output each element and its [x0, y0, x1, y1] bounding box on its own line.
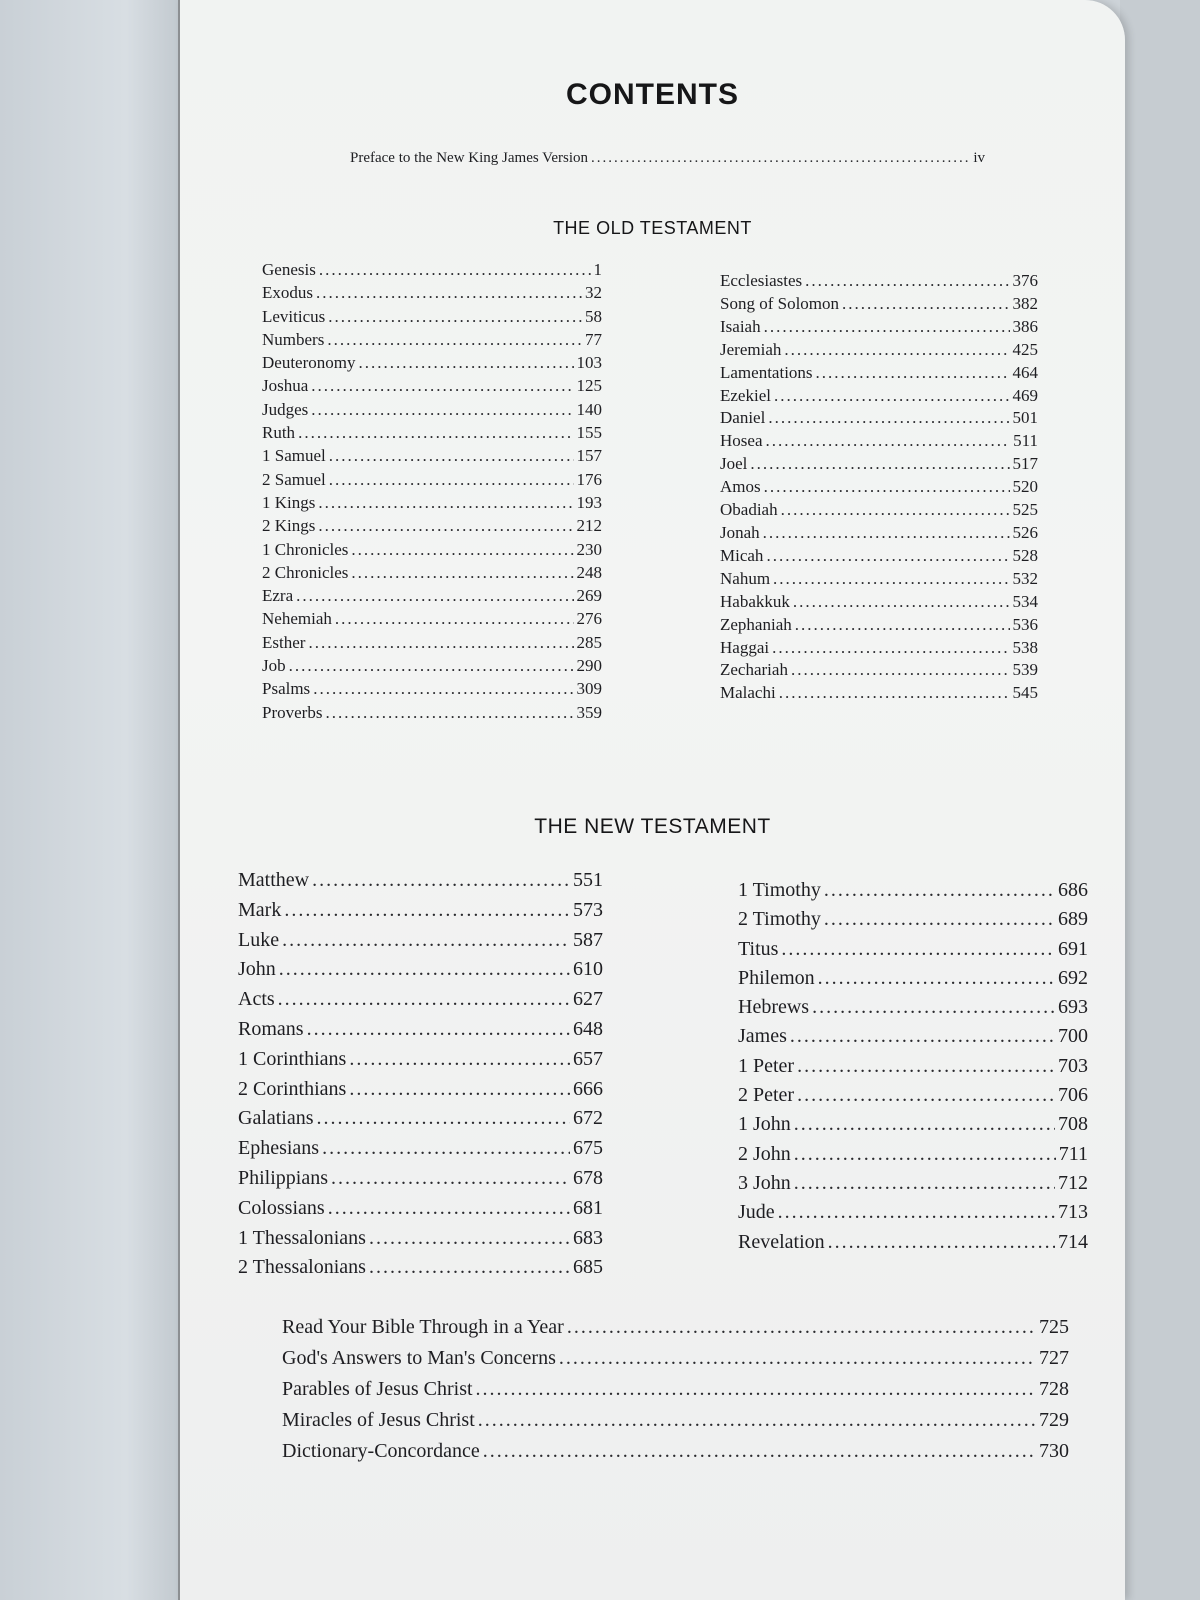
entry-page: 675 [573, 1137, 603, 1160]
entry-page: 125 [576, 376, 602, 396]
entry-name: Malachi [720, 683, 776, 703]
toc-entry [238, 896, 603, 926]
toc-entry [738, 1022, 1088, 1051]
dot-leader [328, 305, 582, 328]
toc-entry [720, 385, 1038, 408]
dot-leader [824, 905, 1055, 934]
dot-leader [768, 407, 1009, 430]
toc-entry [238, 1104, 603, 1134]
toc-entry [238, 1224, 603, 1254]
entry-page: 692 [1058, 966, 1088, 989]
dot-leader [781, 499, 1010, 522]
entry-name: Leviticus [262, 306, 326, 326]
entry-page: 551 [573, 869, 603, 891]
entry-page: 230 [576, 539, 602, 559]
entry-name: God's Answers to Man's Concerns [282, 1347, 556, 1369]
entry-name: Ruth [262, 423, 296, 443]
entry-page: 77 [585, 329, 602, 349]
toc-entry [282, 1436, 1069, 1467]
dot-leader [311, 374, 573, 397]
table-surface-right [1120, 0, 1200, 1600]
entry-page: 248 [576, 562, 602, 582]
toc-entry [720, 362, 1038, 385]
dot-leader [319, 258, 591, 281]
dot-leader [559, 1343, 1036, 1374]
dot-leader [369, 1224, 570, 1254]
entry-name: Philippians [238, 1166, 329, 1189]
preface-entry [350, 150, 985, 167]
old-testament-right-column [720, 270, 1038, 705]
toc-entry [720, 568, 1038, 591]
toc-entry [262, 631, 602, 654]
toc-entry [720, 499, 1038, 522]
dot-leader [351, 561, 573, 584]
entry-page: 727 [1039, 1347, 1069, 1369]
entry-name: Habakkuk [720, 591, 790, 611]
dot-leader [349, 1075, 570, 1105]
entry-page: 730 [1039, 1440, 1069, 1462]
toc-entry [238, 955, 603, 985]
entry-page: 155 [576, 423, 602, 443]
entry-name: Ecclesiastes [720, 271, 803, 290]
entry-name: Zephaniah [720, 614, 792, 634]
dot-leader [793, 591, 1010, 614]
entry-page: iv [973, 150, 985, 166]
entry-page: 703 [1058, 1054, 1088, 1077]
entry-name: Matthew [238, 869, 310, 891]
entry-page: 276 [576, 609, 602, 629]
entry-page: 689 [1058, 908, 1088, 931]
dot-leader [329, 468, 574, 491]
toc-entry [262, 398, 602, 421]
entry-name: Job [262, 656, 286, 676]
entry-page: 520 [1012, 477, 1038, 497]
entry-page: 573 [573, 898, 603, 921]
dot-leader [307, 1015, 570, 1045]
dot-leader [790, 1022, 1055, 1051]
entry-page: 140 [576, 399, 602, 419]
entry-name: 2 Thessalonians [238, 1256, 366, 1279]
entry-name: 1 Chronicles [262, 539, 349, 559]
toc-entry [262, 351, 602, 374]
dot-leader [824, 876, 1055, 905]
entry-name: Judges [262, 399, 309, 419]
entry-page: 269 [576, 586, 602, 606]
dot-leader [312, 866, 570, 896]
entry-page: 534 [1012, 591, 1038, 611]
toc-entry [720, 270, 1038, 293]
toc-entry [720, 430, 1038, 453]
dot-leader [284, 896, 570, 926]
entry-name: Deuteronomy [262, 353, 356, 373]
toc-entry [238, 1134, 603, 1164]
entry-page: 464 [1012, 362, 1038, 382]
entry-name: Amos [720, 477, 761, 497]
entry-name: 1 Corinthians [238, 1047, 347, 1070]
entry-page: 536 [1012, 614, 1038, 634]
entry-page: 711 [1058, 1142, 1088, 1165]
toc-entry [720, 453, 1038, 476]
dot-leader [335, 607, 574, 630]
entry-name: Lamentations [720, 362, 813, 382]
entry-page: 714 [1058, 1230, 1088, 1253]
entry-name: Titus [738, 937, 779, 960]
entry-page: 32 [585, 283, 602, 303]
dot-leader [772, 637, 1009, 660]
toc-entry [282, 1343, 1069, 1374]
toc-entry [738, 1169, 1088, 1198]
dot-leader [818, 964, 1055, 993]
toc-entry [720, 476, 1038, 499]
old-testament-left-column [262, 258, 602, 724]
toc-entry [720, 293, 1038, 316]
toc-entry [720, 614, 1038, 637]
toc-entry [262, 561, 602, 584]
dot-leader [567, 1312, 1036, 1343]
entry-name: 2 Peter [738, 1084, 795, 1107]
toc-entry [738, 1140, 1088, 1169]
toc-entry [738, 1110, 1088, 1139]
toc-entry [282, 1374, 1069, 1405]
dot-leader [791, 659, 1010, 682]
entry-page: 103 [576, 353, 602, 373]
dot-leader [778, 1198, 1055, 1227]
dot-leader [764, 476, 1010, 499]
entry-name: 2 Corinthians [238, 1077, 347, 1100]
entry-name: Miracles of Jesus Christ [282, 1409, 475, 1431]
entry-name: Philemon [738, 966, 815, 989]
entry-name: Proverbs [262, 702, 323, 722]
dot-leader [781, 935, 1055, 964]
toc-entry [262, 654, 602, 677]
entry-page: 309 [576, 679, 602, 699]
dot-leader [765, 430, 1010, 453]
toc-entry [238, 1015, 603, 1045]
entry-name: 1 Kings [262, 492, 316, 512]
entry-page: 359 [576, 702, 602, 722]
dot-leader [750, 453, 1009, 476]
entry-name: 1 Peter [738, 1054, 795, 1077]
dot-leader [358, 351, 573, 374]
dot-leader [763, 522, 1010, 545]
toc-entry [720, 407, 1038, 430]
toc-entry [238, 1164, 603, 1194]
entry-name: Galatians [238, 1107, 314, 1130]
entry-page: 539 [1012, 660, 1038, 680]
dot-leader [766, 545, 1009, 568]
entry-name: Song of Solomon [720, 293, 840, 313]
dot-leader [282, 926, 570, 956]
dot-leader [279, 955, 570, 985]
old-testament-heading: THE OLD TESTAMENT [553, 218, 752, 238]
dot-leader [828, 1228, 1055, 1257]
entry-page: 532 [1012, 568, 1038, 588]
entry-page: 538 [1012, 637, 1038, 657]
entry-name: Jonah [720, 522, 760, 542]
toc-entry [720, 591, 1038, 614]
entry-name: 2 Chronicles [262, 562, 349, 582]
entry-name: Psalms [262, 679, 311, 699]
dot-leader [812, 993, 1055, 1022]
toc-entry [738, 1228, 1088, 1257]
toc-entry [282, 1312, 1069, 1343]
dot-leader [316, 281, 582, 304]
entry-name: Numbers [262, 329, 325, 349]
entry-name: Ezra [262, 586, 294, 606]
entry-page: 685 [573, 1256, 603, 1279]
entry-page: 285 [576, 632, 602, 652]
entry-name: 1 Thessalonians [238, 1226, 366, 1249]
entry-page: 648 [573, 1017, 603, 1040]
entry-name: Joshua [262, 376, 309, 396]
dot-leader [311, 398, 573, 421]
toc-entry [262, 677, 602, 700]
entry-page: 545 [1012, 683, 1038, 703]
dot-leader [313, 677, 573, 700]
entry-name: Hosea [720, 431, 763, 451]
dot-leader [591, 150, 970, 167]
entry-page: 212 [576, 516, 602, 536]
entry-name: Ephesians [238, 1137, 320, 1160]
dot-leader [842, 293, 1009, 316]
dot-leader [816, 362, 1010, 385]
entry-name: Joel [720, 454, 748, 474]
entry-page: 725 [1039, 1316, 1069, 1338]
dot-leader [329, 444, 574, 467]
dot-leader [779, 682, 1010, 705]
dot-leader [797, 1052, 1055, 1081]
entry-name: Jeremiah [720, 339, 782, 359]
entry-page: 386 [1012, 316, 1038, 336]
entry-page: 501 [1012, 408, 1038, 428]
entry-page: 713 [1058, 1201, 1088, 1224]
toc-entry [262, 421, 602, 444]
entry-name: Acts [238, 988, 275, 1011]
entry-name: Micah [720, 545, 764, 565]
entry-name: Haggai [720, 637, 770, 657]
toc-entry [262, 514, 602, 537]
toc-entry [738, 964, 1088, 993]
dot-leader [327, 328, 582, 351]
toc-entry [720, 545, 1038, 568]
toc-entry [720, 339, 1038, 362]
entry-page: 610 [573, 958, 603, 981]
dot-leader [805, 270, 1009, 293]
new-testament-left-column [238, 866, 603, 1283]
toc-entry [262, 701, 602, 724]
toc-entry [238, 1194, 603, 1224]
entry-name: 1 Samuel [262, 446, 326, 466]
dot-leader [483, 1436, 1036, 1467]
toc-entry [738, 1081, 1088, 1110]
dot-leader [351, 538, 573, 561]
dot-leader [278, 985, 570, 1015]
entry-page: 693 [1058, 996, 1088, 1019]
page-title: CONTENTS [566, 78, 739, 111]
dot-leader [289, 654, 574, 677]
entry-name: Ezekiel [720, 385, 771, 405]
toc-entry [738, 905, 1088, 934]
dot-leader [318, 514, 573, 537]
toc-entry [262, 607, 602, 630]
entry-page: 681 [573, 1196, 603, 1219]
dot-leader [331, 1164, 570, 1194]
entry-page: 193 [576, 492, 602, 512]
toc-entry [238, 866, 603, 896]
entry-name: Luke [238, 928, 280, 951]
dot-leader [308, 631, 573, 654]
dot-leader [296, 584, 573, 607]
entry-page: 58 [585, 306, 602, 326]
toc-entry [262, 444, 602, 467]
toc-entry [238, 926, 603, 956]
toc-entry [720, 522, 1038, 545]
entry-name: 1 John [738, 1113, 791, 1136]
entry-page: 511 [1013, 431, 1038, 451]
entry-page: 728 [1039, 1378, 1069, 1400]
entry-name: Zechariah [720, 660, 788, 680]
dot-leader [369, 1253, 570, 1283]
toc-entry [738, 876, 1088, 905]
entry-page: 425 [1012, 339, 1038, 359]
toc-entry [238, 985, 603, 1015]
entry-page: 528 [1012, 545, 1038, 565]
entry-page: 176 [576, 469, 602, 489]
entry-name: 3 John [738, 1171, 791, 1194]
entry-page: 525 [1012, 500, 1038, 520]
appendix-list [282, 1312, 1069, 1467]
entry-name: Colossians [238, 1196, 325, 1219]
dot-leader [773, 568, 1009, 591]
toc-entry [262, 468, 602, 491]
entry-name: Isaiah [720, 316, 761, 336]
dot-leader [476, 1374, 1036, 1405]
entry-name: 2 Kings [262, 516, 316, 536]
entry-page: 712 [1058, 1171, 1088, 1194]
entry-page: 657 [573, 1047, 603, 1070]
dot-leader [478, 1405, 1036, 1436]
toc-entry [262, 374, 602, 397]
entry-page: 376 [1012, 271, 1038, 290]
toc-entry [262, 305, 602, 328]
dot-leader [774, 385, 1010, 408]
entry-page: 157 [576, 446, 602, 466]
toc-entry [238, 1253, 603, 1283]
entry-name: 2 Samuel [262, 469, 326, 489]
entry-name: Revelation [738, 1230, 825, 1253]
entry-name: Parables of Jesus Christ [282, 1378, 473, 1400]
entry-page: 700 [1058, 1025, 1088, 1048]
dot-leader [322, 1134, 570, 1164]
entry-name: 2 John [738, 1142, 791, 1165]
entry-page: 729 [1039, 1409, 1069, 1431]
toc-entry [262, 258, 602, 281]
toc-entry [720, 637, 1038, 660]
toc-entry [262, 491, 602, 514]
entry-page: 1 [593, 260, 602, 279]
entry-page: 691 [1058, 937, 1088, 960]
toc-entry [282, 1405, 1069, 1436]
dot-leader [794, 1140, 1056, 1169]
dot-leader [328, 1194, 570, 1224]
new-testament-heading: THE NEW TESTAMENT [534, 815, 771, 838]
entry-name: Jude [738, 1201, 775, 1224]
entry-page: 678 [573, 1166, 603, 1189]
toc-entry [262, 328, 602, 351]
entry-page: 672 [573, 1107, 603, 1130]
dot-leader [794, 1110, 1055, 1139]
toc-entry [238, 1075, 603, 1105]
toc-entry [720, 682, 1038, 705]
entry-name: Obadiah [720, 500, 778, 520]
entry-page: 469 [1012, 385, 1038, 405]
entry-name: 2 Timothy [738, 908, 821, 931]
toc-entry [738, 1052, 1088, 1081]
entry-name: Read Your Bible Through in a Year [282, 1316, 564, 1338]
entry-name: James [738, 1025, 787, 1048]
entry-name: Hebrews [738, 996, 810, 1019]
entry-name: Esther [262, 632, 306, 652]
toc-entry [738, 935, 1088, 964]
entry-name: Nehemiah [262, 609, 332, 629]
dot-leader [349, 1045, 570, 1075]
entry-page: 517 [1012, 454, 1038, 474]
entry-name: 1 Timothy [738, 879, 821, 901]
entry-name: Preface to the New King James Version [350, 150, 588, 166]
toc-entry [262, 281, 602, 304]
entry-page: 683 [573, 1226, 603, 1249]
toc-entry [262, 538, 602, 561]
entry-page: 708 [1058, 1113, 1088, 1136]
entry-page: 686 [1058, 879, 1088, 901]
dot-leader [795, 614, 1010, 637]
entry-name: Dictionary-Concordance [282, 1440, 480, 1462]
entry-name: Romans [238, 1017, 304, 1040]
entry-page: 382 [1012, 293, 1038, 313]
entry-name: Genesis [262, 260, 316, 279]
dot-leader [298, 421, 573, 444]
entry-page: 587 [573, 928, 603, 951]
toc-entry [262, 584, 602, 607]
entry-page: 627 [573, 988, 603, 1011]
dot-leader [764, 316, 1010, 339]
dot-leader [794, 1169, 1055, 1198]
dot-leader [325, 701, 573, 724]
dot-leader [784, 339, 1009, 362]
table-surface-left [0, 0, 180, 1600]
entry-name: Nahum [720, 568, 771, 588]
toc-entry [738, 993, 1088, 1022]
toc-entry [238, 1045, 603, 1075]
entry-name: Daniel [720, 408, 766, 428]
dot-leader [317, 1104, 570, 1134]
new-testament-right-column [738, 876, 1088, 1257]
entry-name: Mark [238, 898, 282, 921]
entry-page: 290 [576, 656, 602, 676]
entry-page: 706 [1058, 1084, 1088, 1107]
entry-page: 526 [1012, 522, 1038, 542]
entry-name: John [238, 958, 276, 981]
toc-entry [738, 1198, 1088, 1227]
toc-entry [720, 659, 1038, 682]
dot-leader [797, 1081, 1055, 1110]
toc-entry [720, 316, 1038, 339]
entry-page: 666 [573, 1077, 603, 1100]
entry-name: Exodus [262, 283, 313, 303]
dot-leader [318, 491, 573, 514]
